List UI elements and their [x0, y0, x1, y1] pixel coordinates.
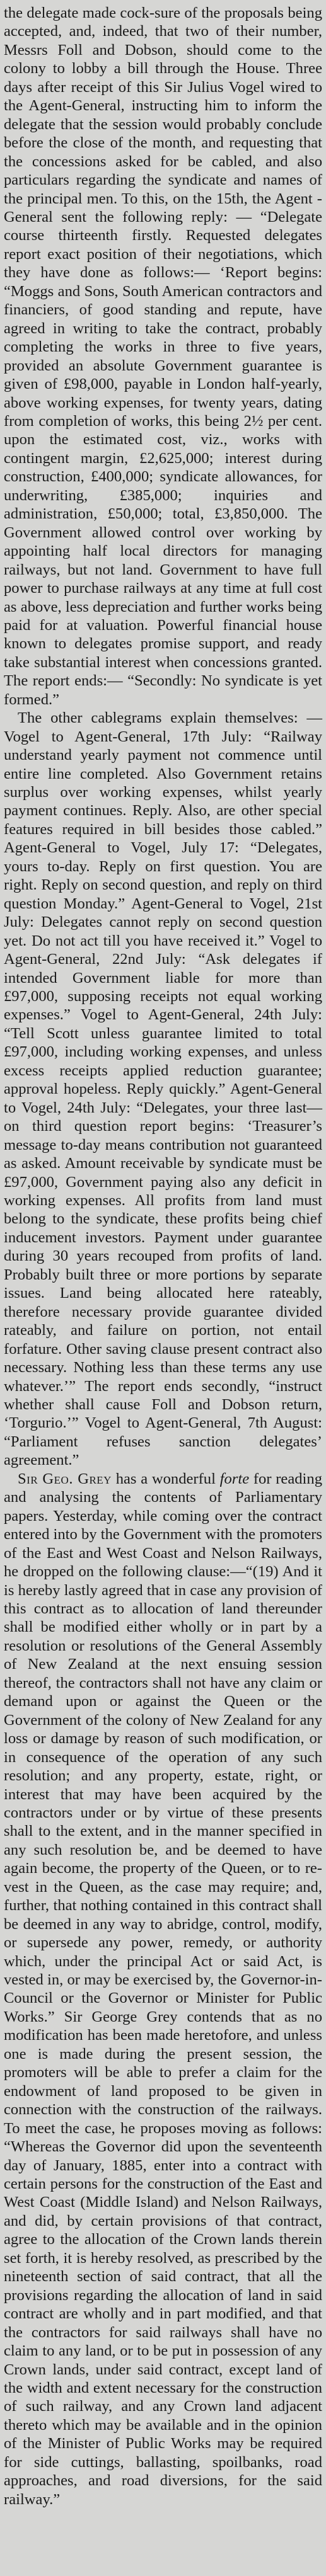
paragraph-3-text-b: for reading and analysing the contents of Parliamentary papers. Yesterday, while coming over the contract entered into by the Government with the promoters of the East and West Coast and Nelson Railways, he dropped on the following clause:—“(19) And it is hereby lastly agreed that in case any provision of this contract as to allocation of land thereunder shall be modified either wholly or in part by a resolution or resolutions of the General Assembly of New Zealand at the next ensuing session thereof, the contractors shall not have any claim or demand upon or against the Queen or the Government of the colony of New Zealand for any loss or damage by reason of such modification, or in consequence of the operation of any such resolution; and any property, estate, right, or interest that may have been acquired by the contractors under or by virtue of these presents shall to the extent, and in the manner specified in any such resolution be, and be deemed to have again become, the property of the Queen, or to re-vest in the Queen, as the case may require; and, further, that nothing contained in this contract shall be deemed in any way to abridge, control, modify, or supersede any power, remedy, or authority which, under the principal Act or said Act, is vested in, or may be exercised by, the Governor-in-Council or the Governor or Minister for Public Works.” Sir George Grey contends that as no modification has been made heretofore, and unless one is made during the present session, the promoters will be able to prefer a claim for the endowment of land proposed to be given in connection with the construction of the railways. To meet the case, he proposes moving as follows: “Whereas the Governor did upon the seventeenth day of January, 1885, enter into a contract with certain persons for the construction of the East and West Coast (Middle Island) and Nelson Railways, and did, by certain provisions of that contract, agree to the allocation of the Crown lands therein set forth, it is hereby resolved, as prescribed by the nineteenth section of said contract, that all the provisions regarding the allocation of land in said contract are wholly and in part modified, and that the contractors for said railways shall have no claim to any land, or to be put in possession of any Crown lands, under said contract, except land of the width and extent necessary for the construction of such railway, and any Crown land adjacent thereto which may be available and in the opinion of the Minister of Public Works may be required for side cuttings, ballasting, spoilbanks, road approaches, and road diversions, for the said railway.”	[4, 1470, 322, 2508]
paragraph-1: the delegate made cock-sure of the proposals being accepted, and, indeed, that two of their number, Messrs Foll and Dobson, should come to the colony to lobby a bill through the House. Three days after receipt of this Sir Julius Vogel wired to the Agent-General, instructing him to inform the delegate that the session would probably conclude before the close of the month, and requesting that the concessions asked for be cabled, and also particulars regarding the syndicate and names of the principal men. To this, on the 15th, the Agent - General sent the following reply: — “Delegate course thirteenth firstly. Requested delegates report exact position of their negotiations, which they have done as follows:— ‘Report begins: “Moggs and Sons, South American contractors and financiers, of good standing and repute, have agreed in writing to take the contract, probably completing the works in three to five years, provided an absolute Government guarantee is given of £98,000, payable in London half-yearly, above working expenses, for twenty years, dating from completion of works, this being 2½ per cent. upon the estimated cost, viz., works with contingent margin, £2,625,000; interest during construction, £400,000; syndicate allowances, for underwriting, £385,000; inquiries and administration, £50,000; total, £3,850,000. The Government allowed control over working by appointing half local directors for managing railways, but not land. Government to have full power to purchase railways at any time at full cost as above, less depreciation and further works being paid for at valuation. Powerful financial house known to delegates promise support, and ready take substantial interest when concessions granted. The report ends:— “Secondly: No syndicate is yet formed.”	[4, 4, 322, 708]
article-column	[4, 4, 322, 2509]
paragraph-3-lead: Sir Geo. Grey	[18, 1470, 112, 1487]
paragraph-3-text-a: has a wonderful	[111, 1470, 220, 1487]
paragraph-2: The other cablegrams explain themselves: — Vogel to Agent-General, 17th July: “Railway understand yearly payment not commence until entire line completed. Also Government retains surplus over working expenses, whilst yearly payment continues. Reply. Also, are other special features required in bill besides those cabled.” Agent-General to Vogel, July 17: “Delegates, yours to-day. Reply on first question. You are right. Reply on second question, and reply on third question Monday.” Agent-General to Vogel, 21st July: Delegates cannot reply on second question yet. Do not act till you have received it.” Vogel to Agent-General, 22nd July: “Ask delegates if intended Government liable for more than £97,000, supposing receipts not equal working expenses.” Vogel to Agent-General, 24th July: “Tell Scott unless guarantee limited to total £97,000, including working expenses, and unless excess receipts applied reduction guarantee; approval hopeless. Reply quickly.” Agent-General to Vogel, 24th July: “Delegates, your three last—on third question report begins: ‘Treasurer’s message to-day means contribution not guaranteed as asked. Amount receivable by syndicate must be £97,000, Government paying also any deficit in working expenses. All profits from land must belong to the syndicate, these profits being chief inducement investors. Payment under guarantee during 30 years recouped from profits of land. Probably built three or more portions by separate issues. Land being allocated here rateably, therefore necessary provide guarantee divided rateably, and failure on portion, not entail forfature. Other saving clause present contract also necessary. Nothing less than these terms any use whatever.’” The report ends secondly, “instruct whether shall cause Foll and Dobson return, ‘Torgurio.’” Vogel to Agent-General, 7th August: “Parliament refuses sanction delegates’ agreement.”	[4, 709, 322, 1469]
paragraph-3	[4, 1470, 322, 2509]
paragraph-3-forte: forte	[219, 1470, 250, 1487]
